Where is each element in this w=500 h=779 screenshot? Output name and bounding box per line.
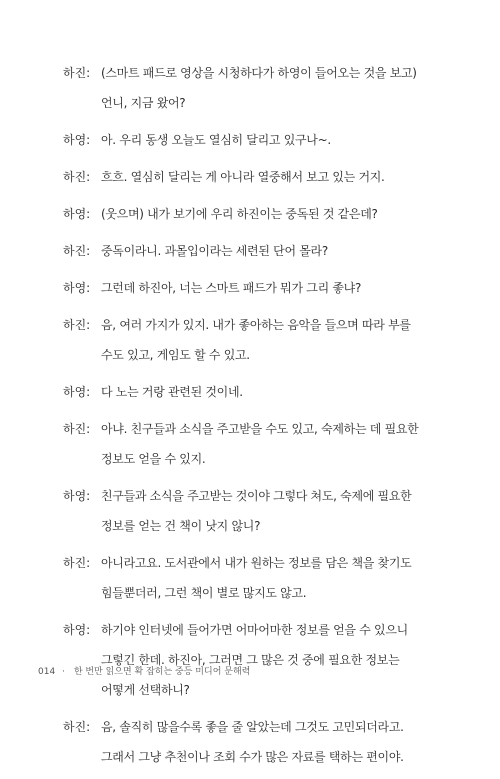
speech-text: 아냐. 친구들과 소식을 주고받을 수도 있고, 숙제하는 데 필요한 정보도 얻을 수 있지. <box>101 422 419 466</box>
speaker-label: 하영: <box>63 385 91 399</box>
speaker-label: 하진: <box>63 318 91 332</box>
dialogue-line <box>63 414 428 474</box>
speech-text: 아. 우리 동생 오늘도 열심히 달리고 있구나~. <box>101 133 331 147</box>
speaker-label: 하진: <box>63 244 91 258</box>
page-number: 014 <box>38 667 56 677</box>
dialogue-line <box>63 125 428 155</box>
dialogue-line <box>63 377 428 407</box>
speech-text: 친구들과 소식을 주고받는 것이야 그렇다 쳐도, 숙제에 필요한 정보를 얻는 건 책이 낫지 않니? <box>101 489 412 533</box>
speech-text: 아니라고요. 도서관에서 내가 원하는 정보를 담은 책을 찾기도 힘들뿐더러, 그런 책이 별로 많지도 않고. <box>101 556 412 600</box>
dialogue-line <box>63 310 428 370</box>
speaker-label: 하진: <box>63 556 91 570</box>
speaker-label: 하진: <box>63 66 91 80</box>
speech-text: 음, 여러 가지가 있지. 내가 좋아하는 음악을 들으며 따라 부를 수도 있고, 게임도 할 수 있고. <box>101 318 411 362</box>
speech-text: 음, 솔직히 많을수록 좋을 줄 알았는데 그것도 고민되더라고. 그래서 그냥 추천이나 조회 수가 많은 자료를 택하는 편이야. <box>101 720 404 764</box>
speaker-label: 하영: <box>63 133 91 147</box>
speech-text: 다 노는 거랑 관련된 것이네. <box>101 385 243 399</box>
dialogue-line <box>63 273 428 303</box>
book-title: 한 번만 읽으면 확 잡히는 중등 미디어 문해력 <box>73 667 251 677</box>
speaker-label: 하진: <box>63 720 91 734</box>
speaker-label: 하진: <box>63 422 91 436</box>
dialogue-line <box>63 162 428 192</box>
dialogue-line <box>63 615 428 705</box>
dialogue-line <box>63 712 428 772</box>
speaker-label: 하진: <box>63 170 91 184</box>
speaker-label: 하영: <box>63 281 91 295</box>
dialogue-line <box>63 548 428 608</box>
speech-text: (웃으며) 내가 보기에 우리 하진이는 중독된 것 같은데? <box>101 207 378 221</box>
speech-text: 흐흐. 열심히 달리는 게 아니라 열중해서 보고 있는 거지. <box>101 170 385 184</box>
speaker-label: 하영: <box>63 207 91 221</box>
dialogue-line <box>63 236 428 266</box>
speech-text: 그런데 하진아, 너는 스마트 패드가 뭐가 그리 좋냐? <box>101 281 362 295</box>
dialogue-line <box>63 58 428 118</box>
dialogue-line <box>63 199 428 229</box>
speech-text: (스마트 패드로 영상을 시청하다가 하영이 들어오는 것을 보고) 언니, 지금 왔어? <box>101 66 417 110</box>
dialogue-line <box>63 481 428 541</box>
speech-text: 중독이라니. 과몰입이라는 세련된 단어 몰라? <box>101 244 328 258</box>
speech-text: 하기야 인터넷에 들어가면 어마어마한 정보를 얻을 수 있으니 그렇긴 한데. 하진아, 그러면 그 많은 것 중에 필요한 정보는 어떻게 선택하니? <box>101 623 408 697</box>
page-footer <box>38 665 250 679</box>
speaker-label: 하영: <box>63 623 91 637</box>
footer-separator: · <box>62 667 65 677</box>
speaker-label: 하영: <box>63 489 91 503</box>
